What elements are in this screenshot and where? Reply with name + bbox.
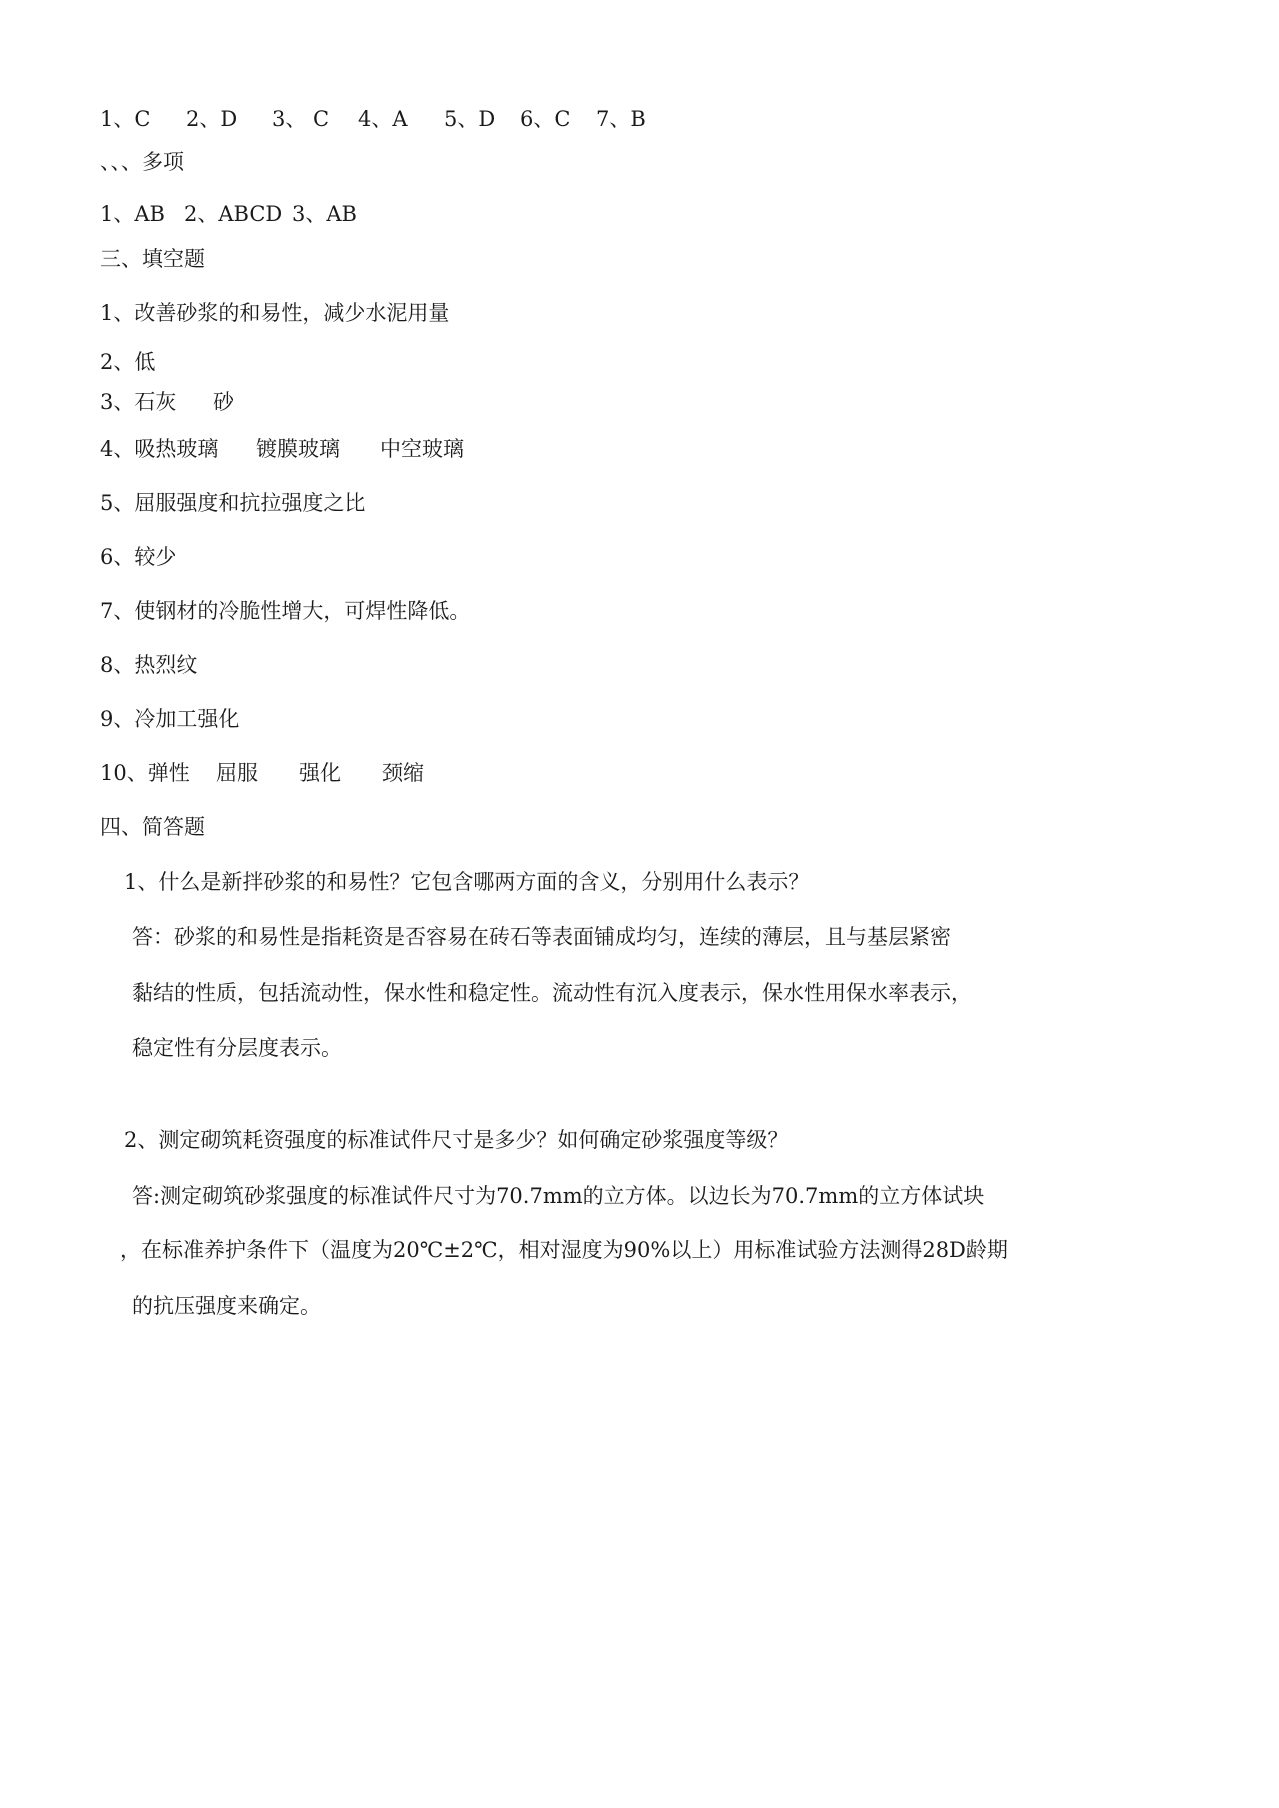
answer-part: 中空玻璃 [380, 437, 464, 461]
answer-item: 2、ABCD [184, 202, 283, 226]
answer-2-line-1: 答:测定砌筑砂浆强度的标准试件尺寸为70.7mm的立方体。以边长为70.7mm的立方体试块 [132, 1184, 985, 1208]
answer-1-line-1: 答：砂浆的和易性是指耗资是否容易在砖石等表面铺成均匀，连续的薄层，且与基层紧密 [132, 925, 951, 949]
answer-part: 10、弹性 [100, 761, 190, 785]
fill-answer-8: 8、热烈纹 [100, 653, 198, 677]
question-2: 2、测定砌筑耗资强度的标准试件尺寸是多少？如何确定砂浆强度等级？ [124, 1128, 789, 1152]
answer-part: 镀膜玻璃 [256, 437, 340, 461]
answer-1-line-3: 稳定性有分层度表示。 [132, 1036, 342, 1060]
answer-item: 1、C [100, 107, 151, 131]
answer-part: 屈服 [216, 761, 258, 785]
fill-blank-heading: 三、填空题 [100, 247, 205, 271]
fill-answer-2: 2、低 [100, 350, 156, 374]
answer-1-line-2: 黏结的性质，包括流动性，保水性和稳定性。流动性有沉入度表示，保水性用保水率表示， [132, 981, 972, 1005]
fill-answer-5: 5、屈服强度和抗拉强度之比 [100, 491, 366, 515]
answer-item: 5、D [444, 107, 496, 131]
answer-2-line-3: 的抗压强度来确定。 [132, 1294, 321, 1318]
answer-item: 7、B [596, 107, 646, 131]
answer-2-line-2: ，在标准养护条件下（温度为20℃±2℃，相对湿度为90%以上）用标准试验方法测得28D龄期 [120, 1238, 1008, 1262]
fill-answer-7: 7、使钢材的冷脆性增大，可焊性降低。 [100, 599, 471, 623]
answer-item: 3、AB [292, 202, 357, 226]
fill-answer-1: 1、改善砂浆的和易性，减少水泥用量 [100, 301, 450, 325]
answer-part: 砂 [213, 390, 234, 414]
answer-part: 强化 [299, 761, 341, 785]
fill-answer-9: 9、冷加工强化 [100, 707, 240, 731]
answer-part: 4、吸热玻璃 [100, 437, 219, 461]
answer-item: 6、C [520, 107, 571, 131]
answer-part: 颈缩 [382, 761, 424, 785]
answer-item: 1、AB [100, 202, 165, 226]
answer-item: 4、A [358, 107, 408, 131]
answer-part: 3、石灰 [100, 390, 177, 414]
fill-answer-6: 6、较少 [100, 545, 177, 569]
answer-item: 2、D [186, 107, 238, 131]
multi-choice-heading: 、、、多项 [100, 150, 184, 174]
question-1: 1、什么是新拌砂浆的和易性？它包含哪两方面的含义，分别用什么表示？ [124, 870, 810, 894]
answer-item: 3、 C [272, 107, 330, 131]
short-answer-heading: 四、简答题 [100, 815, 205, 839]
